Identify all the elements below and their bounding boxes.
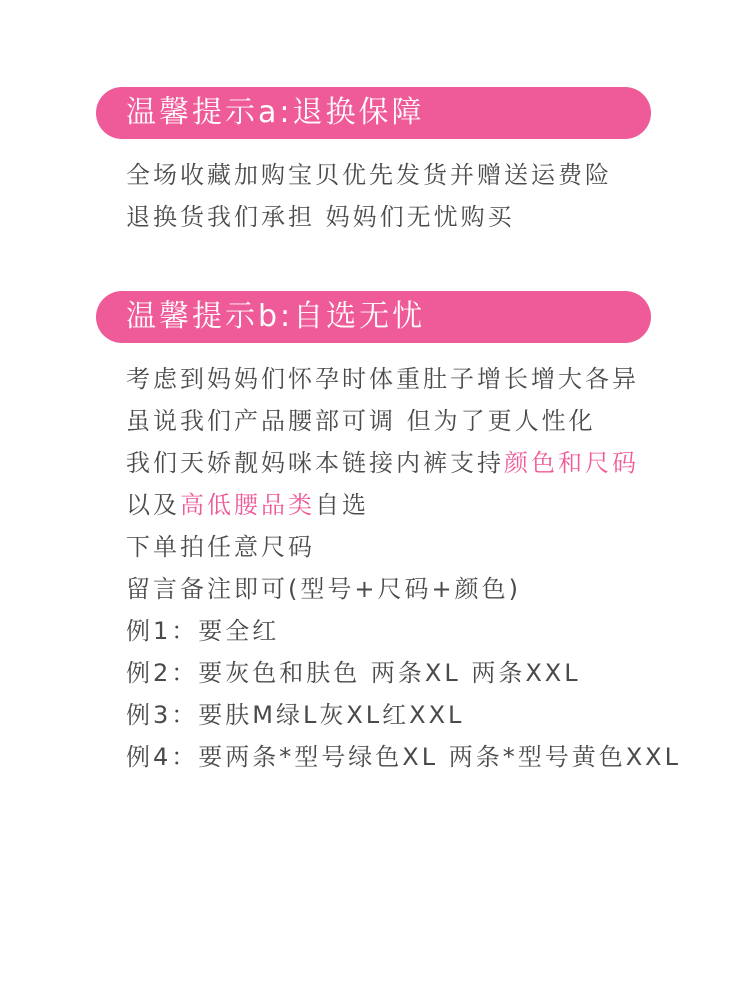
example-line: 例4：要两条*型号绿色XL 两条*型号黄色XXL <box>126 743 681 771</box>
section-a-line: 退换货我们承担 妈妈们无忧购买 <box>126 203 515 231</box>
section-b-body <box>126 358 740 778</box>
section-b-title: 温馨提示b:自选无忧 <box>126 299 426 334</box>
section-b-line: 考虑到妈妈们怀孕时体重肚子增长增大各异 <box>126 365 639 393</box>
line-prefix: 以及 <box>126 491 180 519</box>
section-b-line: 虽说我们产品腰部可调 但为了更人性化 <box>126 407 596 435</box>
line-text: 我们天娇靓妈咪本链接内裤支持 <box>126 449 504 477</box>
section-a-body <box>126 154 740 238</box>
section-b-line <box>126 484 740 526</box>
section-a-banner <box>96 87 651 139</box>
example-line: 例1：要全红 <box>126 617 280 645</box>
section-b-line <box>126 442 740 484</box>
section-b-line: 下单拍任意尺码 <box>126 533 315 561</box>
section-a-line: 全场收藏加购宝贝优先发货并赠送运费险 <box>126 161 612 189</box>
highlight-color-size: 颜色和尺码 <box>504 449 639 477</box>
section-a-title: 温馨提示a:退换保障 <box>126 95 425 130</box>
example-line: 例3：要肤M绿L灰XL红XXL <box>126 701 465 729</box>
highlight-waist-type: 高低腰品类 <box>180 491 315 519</box>
line-suffix: 自选 <box>315 491 369 519</box>
example-line: 例2：要灰色和肤色 两条XL 两条XXL <box>126 659 581 687</box>
section-b-banner <box>96 291 651 343</box>
section-b-line: 留言备注即可(型号+尺码+颜色) <box>126 575 521 603</box>
